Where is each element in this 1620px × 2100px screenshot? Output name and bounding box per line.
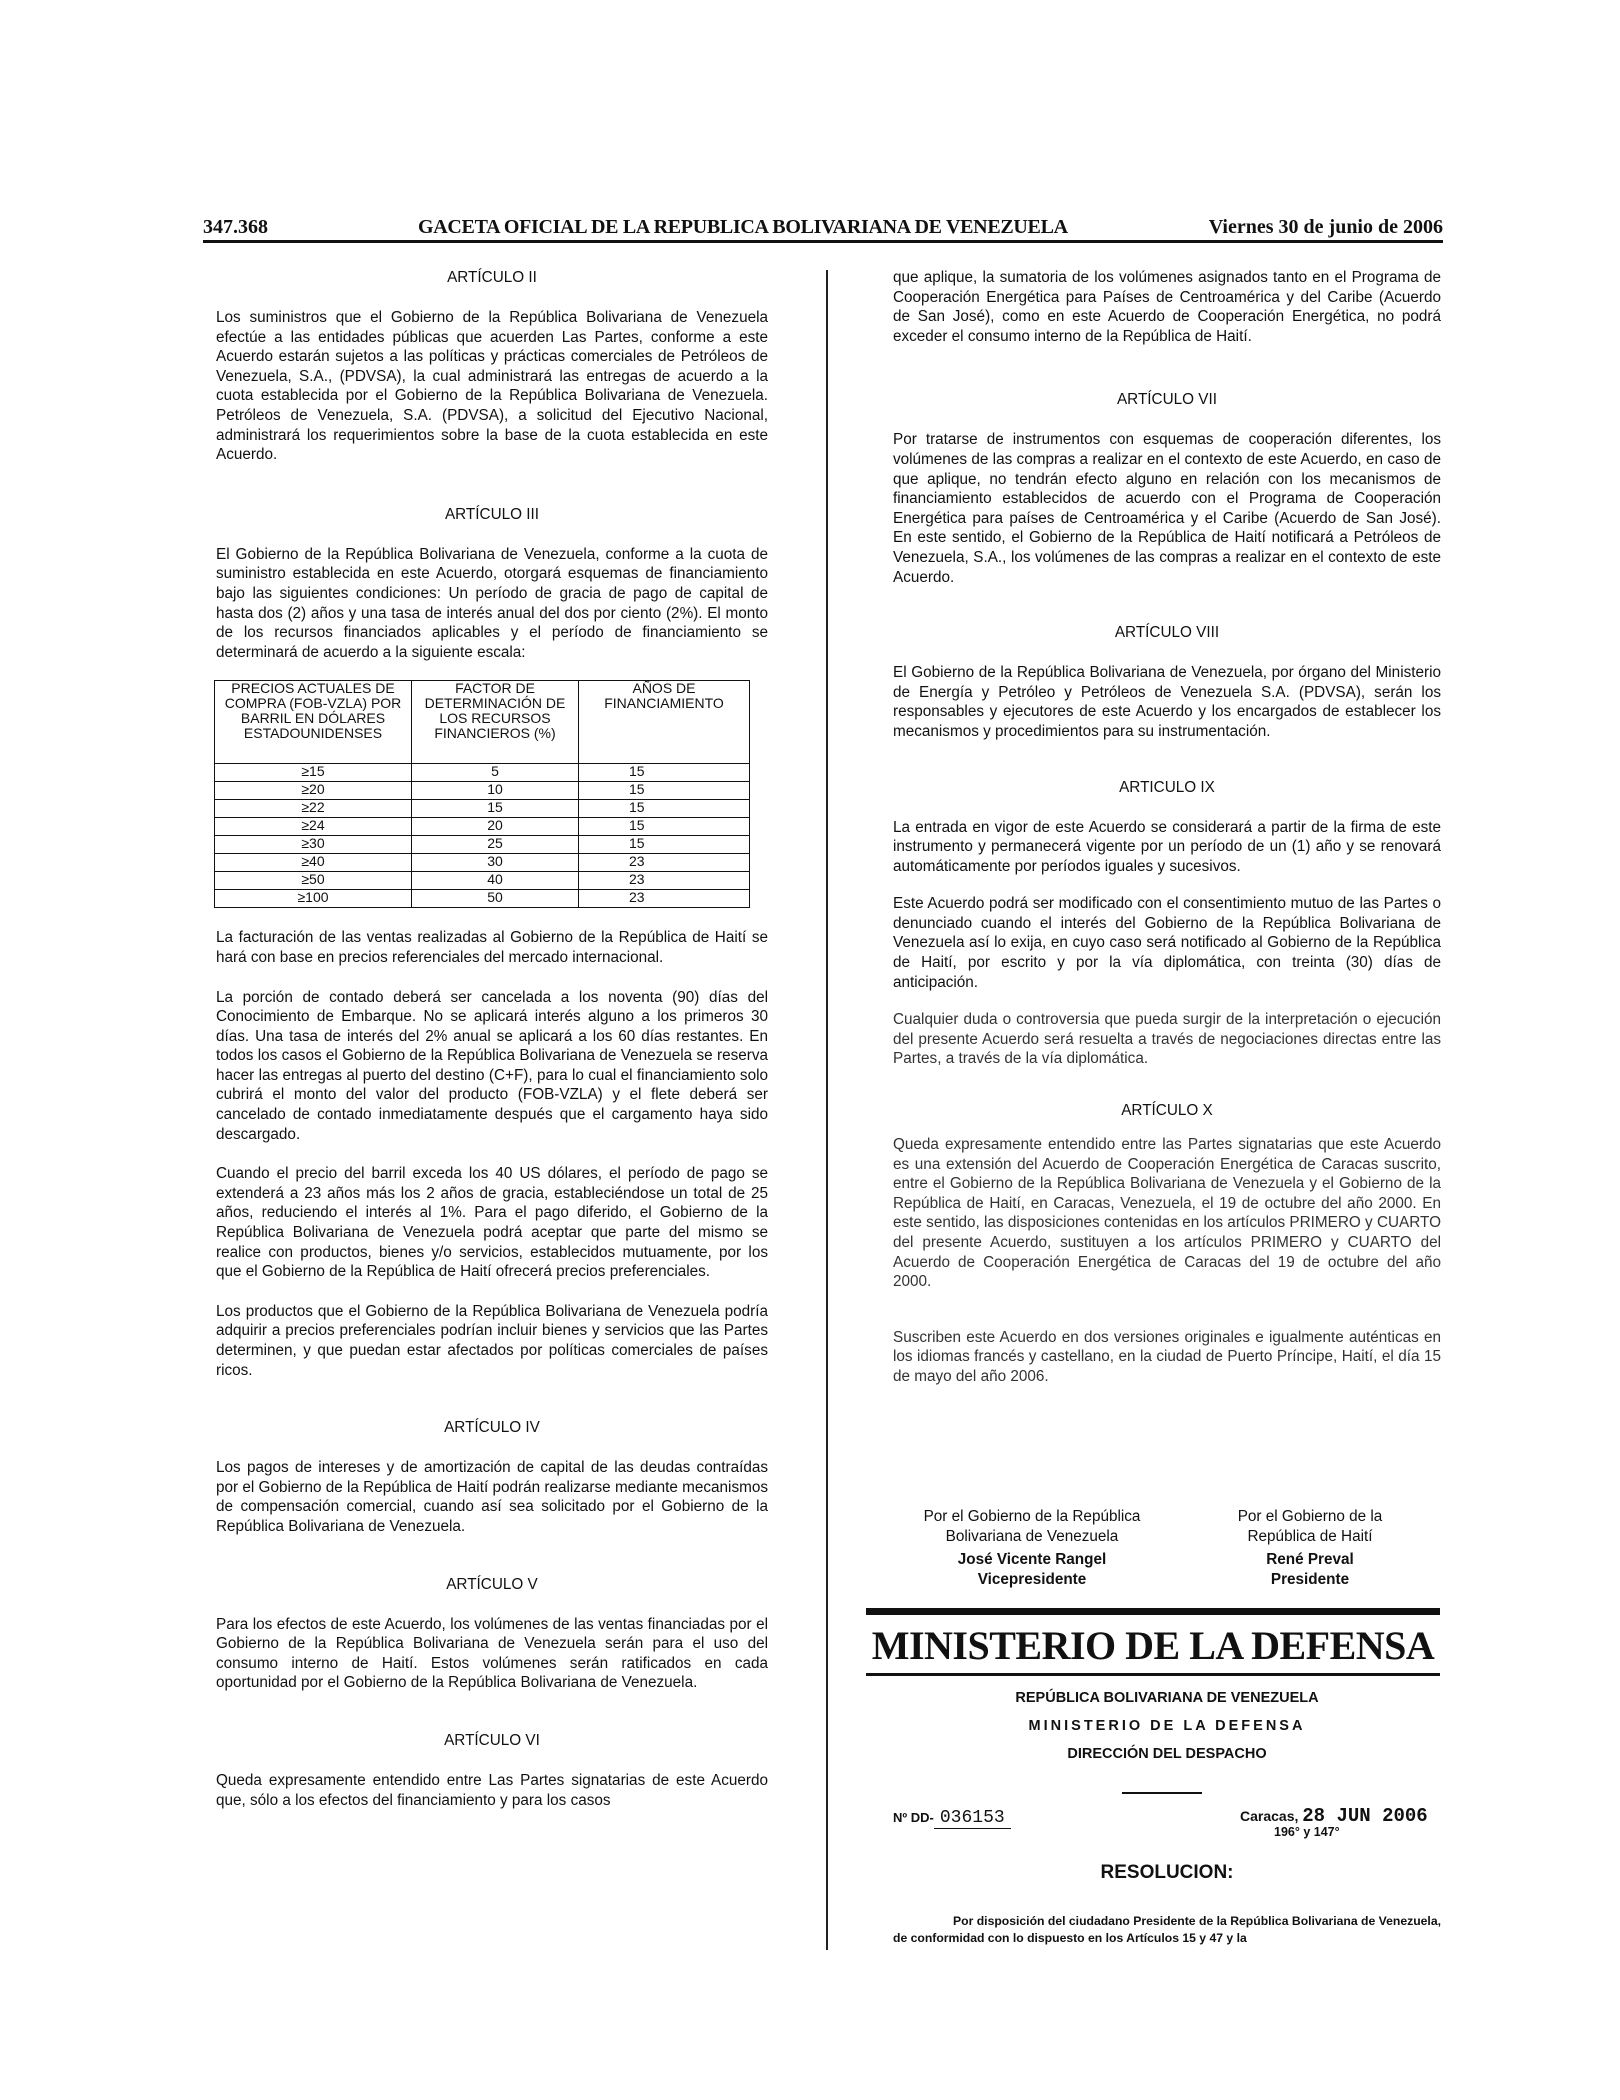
page-number: 347.368 <box>203 216 268 238</box>
table-cell-factor: 15 <box>412 800 579 818</box>
place-date <box>1240 1805 1428 1839</box>
article-4-text: Los pagos de intereses y de amortización de capital de las deudas contraídas por el Gobierno de la República de Haití podrán realizarse mediante mecanismos de compensación comercial, cuando así sea solicitado por el Gobierno de la República Bolivariana de Venezuela. <box>216 1459 768 1535</box>
table-row <box>215 818 750 836</box>
table-cell-years: 23 <box>579 890 750 908</box>
place-label: Caracas, <box>1240 1808 1299 1824</box>
column-divider <box>826 270 828 1950</box>
stamped-date: 28 JUN 2006 <box>1302 1805 1428 1827</box>
table-cell-factor: 40 <box>412 872 579 890</box>
resolution-title: RESOLUCION: <box>1100 1862 1234 1883</box>
resolution-text-content: Por disposición del ciudadano Presidente de la República Bolivariana de Venezuela, de conformidad con lo dispuesto en los Artículos 15 y 47 y la <box>893 1914 1441 1945</box>
article-9-text-3: Cualquier duda o controversia que pueda surgir de la interpretación o ejecución del presente Acuerdo será resuelta a través de negociaciones directas entre las Partes, a través de la vía diplomática. <box>893 1011 1441 1068</box>
article-3-title: ARTÍCULO III <box>444 505 540 523</box>
ministry-line: MINISTERIO DE LA DEFENSA <box>1028 1718 1306 1734</box>
table-header-row <box>215 681 750 764</box>
document-number <box>893 1808 1011 1828</box>
article-2-title: ARTÍCULO II <box>447 269 537 286</box>
ministry-heading: MINISTERIO DE LA DEFENSA <box>871 1623 1435 1668</box>
article-10-text: Queda expresamente entendido entre las Partes signatarias que este Acuerdo es una extensión del Acuerdo de Cooperación Energética de Caracas suscrito, entre el Gobierno de la República Bolivariana de Venezuela y el Gobierno de la República de Haití, en Caracas, Venezuela, el 19 de octubre del año 2000. En este sentido, las disposiciones contenidas en los artículos PRIMERO y CUARTO del presente Acuerdo, sustituyen a los artículos PRIMERO y CUARTO del Acuerdo de Cooperación Energética de Caracas del 19 de octubre del año 2000. <box>893 1136 1441 1291</box>
table-cell-years: 15 <box>579 782 750 800</box>
table-row <box>215 764 750 782</box>
right-column <box>893 268 1441 1387</box>
article-7-text: Por tratarse de instrumentos con esquemas de cooperación diferentes, los volúmenes de las compras a realizar en el contexto de este Acuerdo, en caso de que aplique, no tendrán efecto alguno en relación con los mecanismos de financiamiento establecidos de acuerdo con el Programa de Cooperación Energética para países de Centroamérica y el Caribe (Acuerdo de San José). En este sentido, el Gobierno de la República de Haití notificará a Petróleos de Venezuela, S.A., los volúmenes de las compras a realizar en el contexto de este Acuerdo. <box>893 431 1441 586</box>
ministry-rule-bottom <box>866 1673 1440 1676</box>
table-header-prices: PRECIOS ACTUALES DE COMPRA (FOB-VZLA) POR BARRIL EN DÓLARES ESTADOUNIDENSES <box>215 681 412 764</box>
barrel-price-paragraph: Cuando el precio del barril exceda los 40 US dólares, el período de pago se extenderá a 23 años más los 2 años de gracia, estableciéndose un total de 25 años, reduciendo el interés al 1%. Para el pago diferido, el Gobierno de la República Bolivariana de Venezuela podrá aceptar que parte del mismo se realice con productos, bienes y/o servicios, establecidos mutuamente, por los que el Gobierno de la República de Haití ofrecerá precios preferenciales. <box>216 1165 768 1281</box>
signature-haiti <box>1195 1507 1425 1589</box>
table-cell-price: ≥22 <box>215 800 412 818</box>
signing-paragraph: Suscriben este Acuerdo en dos versiones originales e igualmente auténticas en los idiomas francés y castellano, en la ciudad de Puerto Príncipe, Haití, el día 15 de mayo del año 2006. <box>893 1328 1441 1385</box>
table-row <box>215 782 750 800</box>
signatory-role-rangel: Vicepresidente <box>977 1570 1087 1588</box>
office-line: DIRECCIÓN DEL DESPACHO <box>1067 1746 1267 1762</box>
signatory-name-preval: René Preval <box>1266 1551 1354 1569</box>
left-column <box>216 268 768 1810</box>
signatory-role-preval: Presidente <box>1270 1570 1350 1588</box>
article-3-text: El Gobierno de la República Bolivariana de Venezuela, conforme a la cuota de suministro establecida en este Acuerdo, otorgará esquemas de financiamiento bajo las siguientes condiciones: Un período de gracia de pago de capital de hasta dos (2) años y una tasa de interés anual del dos por ciento (2%). El monto de los recursos financiados aplicables y el período de financiamiento se determinará de acuerdo a la siguiente escala: <box>216 545 768 661</box>
financing-scale-table <box>214 680 750 908</box>
table-row <box>215 854 750 872</box>
signature-venezuela-line2: Bolivariana de Venezuela <box>945 1527 1119 1545</box>
signature-haiti-line1: Por el Gobierno de la <box>1237 1508 1383 1525</box>
cash-payment-paragraph: La porción de contado deberá ser cancelada a los noventa (90) días del Conocimiento de Embarque. No se aplicará interés alguno a los primeros 30 días. Una tasa de interés del 2% anual se aplicará a los 60 días restantes. En todos los casos el Gobierno de la República Bolivariana de Venezuela se reserva hacer las entregas al puerto del destino (C+F), para lo cual el financiamiento solo cubrirá el monto del valor del producto (FOB-VZLA) y el flete deberá ser cancelado de contado inmediatamente después que el cargamento haya sido descargado. <box>216 988 768 1143</box>
table-cell-price: ≥30 <box>215 836 412 854</box>
table-cell-factor: 50 <box>412 890 579 908</box>
document-number-value: 036153 <box>934 1808 1011 1829</box>
table-cell-years: 23 <box>579 872 750 890</box>
table-cell-factor: 10 <box>412 782 579 800</box>
header-rule <box>203 240 1443 243</box>
table-cell-factor: 5 <box>412 764 579 782</box>
ministry-rule-thick <box>866 1608 1440 1615</box>
article-5-text: Para los efectos de este Acuerdo, los volúmenes de las ventas financiadas por el Gobierno de la República Bolivariana de Venezuela serán para el uso del consumo interno de Haití. Estos volúmenes serán ratificados en cada oportunidad por el Gobierno de la República Bolivariana de Venezuela. <box>216 1615 768 1692</box>
article-9-title: ARTICULO IX <box>1119 778 1215 796</box>
table-cell-years: 15 <box>579 818 750 836</box>
table-cell-years: 15 <box>579 800 750 818</box>
table-cell-price: ≥24 <box>215 818 412 836</box>
table-row <box>215 800 750 818</box>
article-5-title: ARTÍCULO V <box>446 1575 538 1593</box>
article-9-text-2: Este Acuerdo podrá ser modificado con el consentimiento mutuo de las Partes o denunciado cuando el interés del Gobierno de la República Bolivariana de Venezuela así lo exija, en cuyo caso será notificado al Gobierno de la República de Haití, por escrito y por la vía diplomática, con treinta (30) días de anticipación. <box>893 895 1441 991</box>
table-cell-years: 23 <box>579 854 750 872</box>
table-cell-price: ≥15 <box>215 764 412 782</box>
issue-date: Viernes 30 de junio de 2006 <box>1208 216 1443 238</box>
years-label: 196° y 147° <box>1274 1825 1340 1839</box>
document-number-label: Nº DD- <box>893 1810 934 1825</box>
article-8-title: ARTÍCULO VIII <box>1114 624 1220 642</box>
article-2-text: Los suministros que el Gobierno de la República Bolivariana de Venezuela efectúe a las entidades públicas que acuerden Las Partes, conforme a este Acuerdo estarán sujetos a las políticas y prácticas comerciales de Petróleos de Venezuela, S.A., (PDVSA), la cual administrará las entregas de acuerdo a la cuota establecida por el Gobierno de la República Bolivariana de Venezuela. Petróleos de Venezuela, S.A. (PDVSA), a solicitud del Ejecutivo Nacional, administrará los requerimientos sobre la base de la cuota establecida en este Acuerdo. <box>216 309 768 464</box>
table-cell-factor: 25 <box>412 836 579 854</box>
table-header-factor: FACTOR DE DETERMINACIÓN DE LOS RECURSOS FINANCIEROS (%) <box>412 681 579 764</box>
table-cell-factor: 30 <box>412 854 579 872</box>
table-cell-price: ≥50 <box>215 872 412 890</box>
signature-haiti-line2: República de Haití <box>1247 1527 1373 1545</box>
table-row <box>215 872 750 890</box>
table-row <box>215 836 750 854</box>
table-header-years: AÑOS DE FINANCIAMIENTO <box>579 681 750 764</box>
billing-paragraph: La facturación de las ventas realizadas al Gobierno de la República de Haití se hará con base en precios referenciales del mercado internacional. <box>216 929 768 966</box>
article-4-title: ARTÍCULO IV <box>444 1419 540 1437</box>
gazette-title: GACETA OFICIAL DE LA REPUBLICA BOLIVARIANA DE VENEZUELA <box>418 216 1068 238</box>
signature-venezuela <box>893 1507 1171 1589</box>
products-paragraph: Los productos que el Gobierno de la República Bolivariana de Venezuela podría adquirir a precios preferenciales podrían incluir bienes y servicios que las Partes determinen, y que puedan estar afectados por políticas comerciales de países ricos. <box>216 1302 768 1379</box>
table-cell-years: 15 <box>579 764 750 782</box>
table-cell-price: ≥100 <box>215 890 412 908</box>
table-cell-years: 15 <box>579 836 750 854</box>
article-6-text: Queda expresamente entendido entre Las Partes signatarias de este Acuerdo que, sólo a los efectos del financiamiento y para los casos <box>216 1771 768 1809</box>
article-7-title: ARTÍCULO VII <box>1116 391 1218 409</box>
signatory-name-rangel: José Vicente Rangel <box>957 1551 1107 1569</box>
article-9-text-1: La entrada en vigor de este Acuerdo se considerará a partir de la firma de este instrumento y permanecerá vigente por un período de un (1) año y se renovará automáticamente por períodos iguales y sucesivos. <box>893 818 1441 875</box>
signature-venezuela-line1: Por el Gobierno de la República <box>923 1508 1141 1525</box>
table-row <box>215 890 750 908</box>
article-8-text: El Gobierno de la República Bolivariana de Venezuela, por órgano del Ministerio de Energía y Petróleo y Petróleos de Venezuela S.A. (PDVSA), serán los responsables y ejecutores de este Acuerdo y los encargados de establecer los mecanismos y procedimientos para su instrumentación. <box>893 664 1441 740</box>
resolution-text <box>893 1913 1441 1947</box>
republic-line: REPÚBLICA BOLIVARIANA DE VENEZUELA <box>1015 1690 1319 1706</box>
table-cell-factor: 20 <box>412 818 579 836</box>
short-rule <box>1122 1792 1202 1794</box>
table-cell-price: ≥20 <box>215 782 412 800</box>
article-6-title: ARTÍCULO VI <box>444 1731 540 1749</box>
article-6-continuation: que aplique, la sumatoria de los volúmenes asignados tanto en el Programa de Cooperación Energética para Países de Centroamérica y del Caribe (Acuerdo de San José), como en este Acuerdo de Cooperación Energética, no podrá exceder el consumo interno de la República de Haití. <box>893 269 1441 345</box>
table-cell-price: ≥40 <box>215 854 412 872</box>
article-10-title: ARTÍCULO X <box>1121 1102 1213 1120</box>
